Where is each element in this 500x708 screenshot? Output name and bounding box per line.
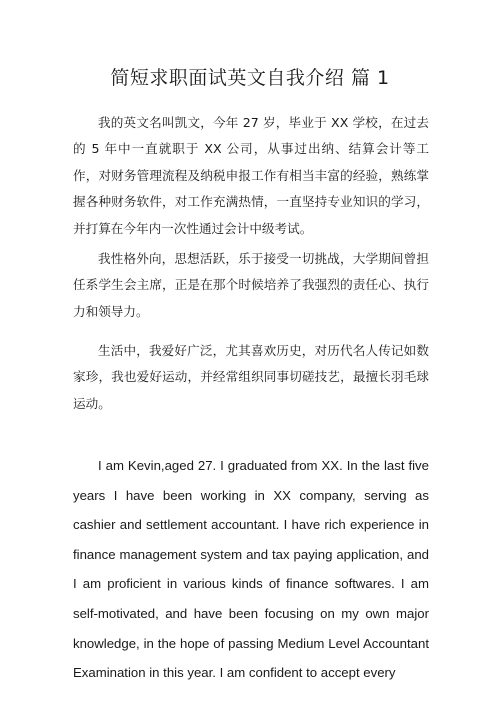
paragraph-cn-1: 我的英文名叫凯文，今年 27 岁，毕业于 XX 学校，在过去的 5 年中一直就职于 XX 公司，从事过出纳、结算会计等工作，对财务管理流程及纳税申报工作有相当丰富的经验，熟练掌握各种财务软件，对工作充满热情，一直坚持专业知识的学习，并打算在今年内一次性通过会计中级考试。 xyxy=(73,115,429,236)
paragraph-en-1: I am Kevin,aged 27. I graduated from XX. In the last five years I have been working in XX company, serving as cashier and settlement accountant. I have rich experience in finance management system and tax paying application, and I am proficient in various kinds of finance softwares. I am self-motivated, and have been focusing on my own major knowledge, in the hope of passing Medium Level Accountant Examination in this year. I am confident to accept every xyxy=(73,458,429,681)
paragraph-cn-3: 生活中，我爱好广泛，尤其喜欢历史，对历代名人传记如数家珍，我也爱好运动，并经常组织同事切磋技艺，最擅长羽毛球运动。 xyxy=(73,343,429,411)
paragraph-cn-2: 我性格外向，思想活跃，乐于接受一切挑战，大学期间曾担任系学生会主席，正是在那个时候培养了我强烈的责任心、执行力和领导力。 xyxy=(73,251,429,319)
document-title: 简短求职面试英文自我介绍 篇 1 xyxy=(110,67,390,89)
